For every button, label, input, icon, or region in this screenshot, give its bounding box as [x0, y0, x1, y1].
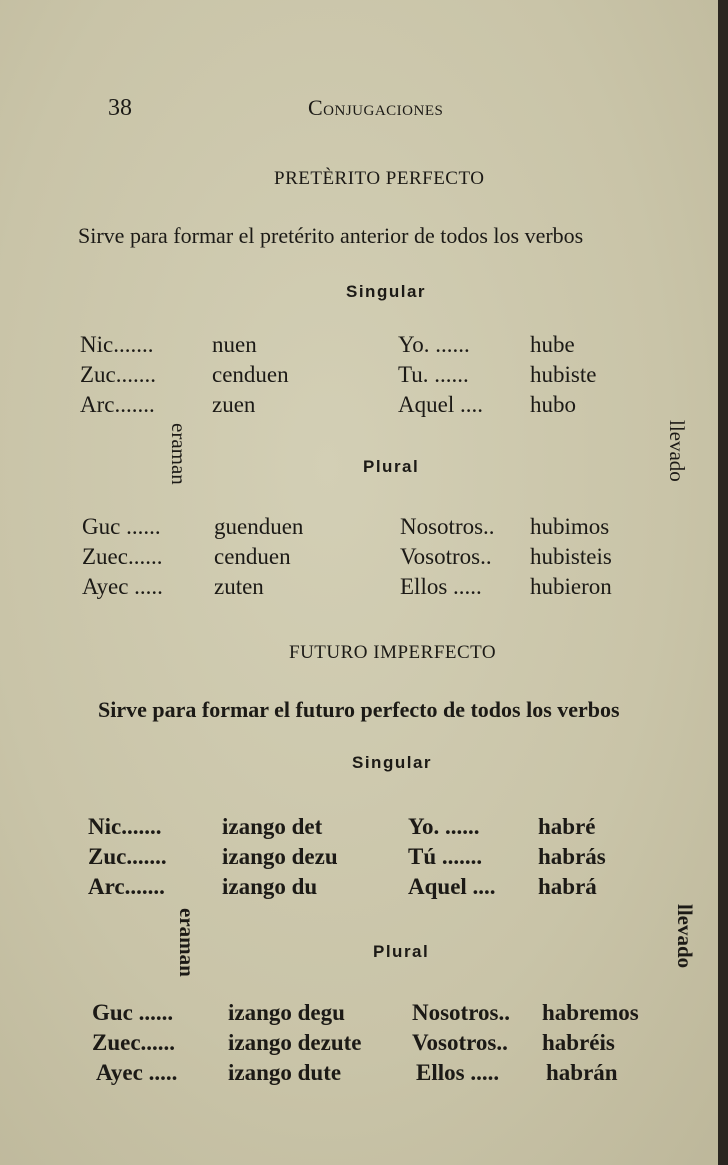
- spanish-pronoun: Vosotros..: [400, 544, 492, 569]
- section-intro: Sirve para formar el pretérito anterior de todos los verbos: [78, 223, 584, 248]
- basque-pronoun: Zuec......: [82, 544, 163, 569]
- spanish-pronoun: Tú .......: [408, 844, 483, 869]
- vertical-label-left: eraman: [175, 908, 199, 977]
- basque-form: izango dezute: [228, 1030, 362, 1055]
- spanish-form: habrá: [538, 874, 597, 899]
- basque-form: izango dute: [228, 1060, 342, 1085]
- basque-form: izango det: [222, 814, 323, 839]
- basque-pronoun: Guc ......: [92, 1000, 174, 1025]
- section-intro: Sirve para formar el futuro perfecto de todos los verbos: [98, 697, 620, 722]
- basque-form: izango dezu: [222, 844, 338, 869]
- spanish-form: hubimos: [530, 514, 610, 539]
- spanish-pronoun: Nosotros..: [400, 514, 495, 539]
- basque-pronoun: Ayec .....: [96, 1060, 178, 1085]
- spanish-pronoun: Ellos .....: [400, 574, 482, 599]
- basque-pronoun: Nic.......: [80, 332, 154, 357]
- plural-heading: Plural: [363, 457, 420, 476]
- basque-form: cenduen: [214, 544, 291, 569]
- basque-pronoun: Nic.......: [88, 814, 162, 839]
- spanish-form: hubo: [530, 392, 576, 417]
- basque-pronoun: Guc ......: [82, 514, 161, 539]
- spanish-form: habrás: [538, 844, 606, 869]
- page-edge: [718, 0, 728, 1165]
- spanish-form: hubieron: [530, 574, 612, 599]
- spanish-form: hubisteis: [530, 544, 612, 569]
- spanish-pronoun: Ellos .....: [416, 1060, 500, 1085]
- section-title: FUTURO IMPERFECTO: [289, 642, 497, 663]
- spanish-pronoun: Yo. ......: [398, 332, 470, 357]
- basque-pronoun: Arc.......: [88, 874, 165, 899]
- spanish-form: habrán: [546, 1060, 618, 1085]
- running-title: Conjugaciones: [308, 95, 444, 120]
- basque-form: zuten: [214, 574, 264, 599]
- basque-form: izango degu: [228, 1000, 345, 1025]
- basque-form: guenduen: [214, 514, 304, 539]
- singular-heading: Singular: [346, 282, 427, 301]
- basque-pronoun: Zuec......: [92, 1030, 176, 1055]
- vertical-label-right: llevado: [673, 904, 697, 969]
- basque-pronoun: Zuc.......: [80, 362, 157, 387]
- basque-form: nuen: [212, 332, 257, 357]
- section-title: PRETÈRITO PERFECTO: [274, 168, 485, 189]
- spanish-pronoun: Vosotros..: [412, 1030, 508, 1055]
- page-number: 38: [108, 95, 132, 121]
- plural-heading: Plural: [373, 942, 430, 961]
- spanish-pronoun: Nosotros..: [412, 1000, 510, 1025]
- basque-form: izango du: [222, 874, 318, 899]
- basque-form: zuen: [212, 392, 256, 417]
- basque-pronoun: Arc.......: [80, 392, 155, 417]
- basque-pronoun: Ayec .....: [82, 574, 163, 599]
- vertical-label-left: eraman: [167, 423, 191, 485]
- spanish-form: hubiste: [530, 362, 597, 387]
- spanish-form: habremos: [542, 1000, 639, 1025]
- spanish-form: hube: [530, 332, 575, 357]
- spanish-form: habréis: [542, 1030, 615, 1055]
- spanish-pronoun: Aquel ....: [408, 874, 496, 899]
- spanish-pronoun: Aquel ....: [398, 392, 483, 417]
- spanish-form: habré: [538, 814, 596, 839]
- spanish-pronoun: Yo. ......: [408, 814, 480, 839]
- spanish-pronoun: Tu. ......: [398, 362, 469, 387]
- vertical-label-right: llevado: [665, 420, 689, 482]
- singular-heading: Singular: [352, 753, 433, 772]
- basque-pronoun: Zuc.......: [88, 844, 167, 869]
- basque-form: cenduen: [212, 362, 289, 387]
